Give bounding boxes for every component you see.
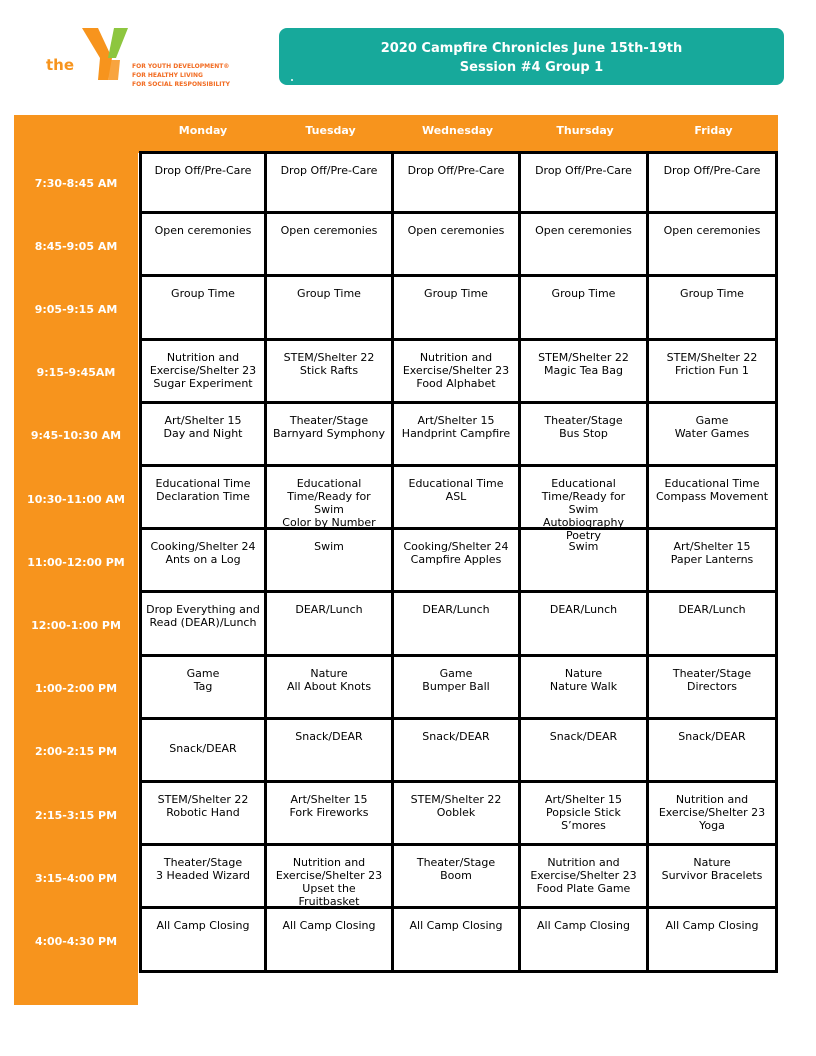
schedule-cell-thursday: Group Time [521, 277, 649, 340]
schedule-cell-tuesday: Theater/Stage Barnyard Symphony [267, 404, 394, 467]
schedule-cell-thursday: Nutrition and Exercise/Shelter 23 Food Plate Game [521, 846, 649, 909]
time-slot-label: 2:00-2:15 PM [34, 745, 118, 759]
time-slot-label: 8:45-9:05 AM [34, 239, 118, 253]
schedule-cell-friday: Group Time [649, 277, 778, 340]
time-slot-label: 11:00-12:00 PM [27, 555, 125, 569]
schedule-cell-monday: Nutrition and Exercise/Shelter 23 Sugar Experiment [139, 341, 267, 404]
banner-subtitle: Session #4 Group 1 [459, 60, 604, 75]
tagline-social: FOR SOCIAL RESPONSIBILITY [132, 81, 230, 88]
time-slot-label: 9:05-9:15 AM [34, 303, 118, 316]
day-header-tuesday: Tuesday [305, 124, 356, 137]
schedule-cell-tuesday: Nature All About Knots [267, 657, 394, 720]
schedule-cell-monday: Drop Off/Pre-Care [139, 151, 267, 214]
schedule-cell-friday: Nutrition and Exercise/Shelter 23 Yoga [649, 783, 778, 846]
schedule-cell-tuesday: Art/Shelter 15 Fork Fireworks [267, 783, 394, 846]
schedule-grid [139, 151, 778, 1006]
ymca-logo [40, 24, 240, 96]
y-logo-icon [62, 24, 142, 86]
schedule-cell-wednesday: STEM/Shelter 22 Ooblek [394, 783, 521, 846]
schedule-cell-tuesday: Swim [267, 530, 394, 593]
schedule-cell-monday: Educational Time Declaration Time [139, 467, 267, 530]
schedule-cell-friday: Open ceremonies [649, 214, 778, 277]
schedule-cell-wednesday: Educational Time ASL [394, 467, 521, 530]
schedule-cell-tuesday: Educational Time/Ready for Swim Color by Number [267, 467, 394, 530]
schedule-cell-tuesday: DEAR/Lunch [267, 593, 394, 656]
banner-title: 2020 Campfire Chronicles June 15th-19th [380, 41, 683, 56]
time-slot-label: 10:30-11:00 AM [27, 492, 125, 506]
logo-taglines [132, 62, 230, 89]
schedule-cell-monday: Cooking/Shelter 24 Ants on a Log [139, 530, 267, 593]
schedule-cell-friday: DEAR/Lunch [649, 593, 778, 656]
time-slot-label: 9:45-10:30 AM [30, 429, 122, 443]
schedule-cell-friday: STEM/Shelter 22 Friction Fun 1 [649, 341, 778, 404]
time-slot-label: 7:30-8:45 AM [34, 176, 118, 190]
schedule-cell-thursday: STEM/Shelter 22 Magic Tea Bag [521, 341, 649, 404]
day-header-friday: Friday [694, 124, 733, 137]
schedule-cell-friday: Educational Time Compass Movement [649, 467, 778, 530]
schedule-cell-friday: Game Water Games [649, 404, 778, 467]
schedule-cell-monday: STEM/Shelter 22 Robotic Hand [139, 783, 267, 846]
day-header-monday: Monday [178, 124, 228, 137]
schedule-cell-wednesday: Theater/Stage Boom [394, 846, 521, 909]
schedule-cell-thursday: Nature Nature Walk [521, 657, 649, 720]
schedule-cell-wednesday: Nutrition and Exercise/Shelter 23 Food Alphabet [394, 341, 521, 404]
schedule-cell-thursday: Snack/DEAR [521, 720, 649, 783]
time-slot-label: 9:15-9:45AM [36, 366, 116, 380]
schedule-cell-friday: Drop Off/Pre-Care [649, 151, 778, 214]
logo-the-text: the [46, 56, 75, 74]
schedule-cell-wednesday: Art/Shelter 15 Handprint Campfire [394, 404, 521, 467]
schedule-cell-wednesday: Group Time [394, 277, 521, 340]
schedule-cell-monday: Theater/Stage 3 Headed Wizard [139, 846, 267, 909]
schedule-cell-wednesday: Open ceremonies [394, 214, 521, 277]
schedule-cell-tuesday: Drop Off/Pre-Care [267, 151, 394, 214]
schedule-cell-wednesday: Cooking/Shelter 24 Campfire Apples [394, 530, 521, 593]
schedule-cell-wednesday: All Camp Closing [394, 909, 521, 972]
schedule-cell-wednesday: DEAR/Lunch [394, 593, 521, 656]
schedule-cell-tuesday: STEM/Shelter 22 Stick Rafts [267, 341, 394, 404]
day-header-wednesday: Wednesday [421, 124, 494, 137]
time-slot-label: 1:00-2:00 PM [34, 682, 118, 696]
time-slot-label: 2:15-3:15 PM [34, 808, 118, 822]
schedule-cell-monday: Drop Everything and Read (DEAR)/Lunch [139, 593, 267, 656]
tagline-youth: FOR YOUTH DEVELOPMENT® [132, 63, 230, 70]
schedule-cell-wednesday: Snack/DEAR [394, 720, 521, 783]
banner-dot [291, 79, 293, 81]
day-header-thursday: Thursday [556, 124, 614, 137]
schedule-cell-thursday: Theater/Stage Bus Stop [521, 404, 649, 467]
tagline-healthy: FOR HEALTHY LIVING [132, 72, 203, 79]
time-slot-label: 4:00-4:30 PM [34, 935, 118, 948]
time-slot-label: 3:15-4:00 PM [34, 871, 118, 885]
time-slot-label: 12:00-1:00 PM [31, 619, 121, 632]
schedule-cell-monday: Group Time [139, 277, 267, 340]
schedule-cell-thursday: All Camp Closing [521, 909, 649, 972]
schedule-cell-thursday: DEAR/Lunch [521, 593, 649, 656]
schedule-cell-wednesday: Game Bumper Ball [394, 657, 521, 720]
schedule-cell-monday: Art/Shelter 15 Day and Night [139, 404, 267, 467]
schedule-cell-monday: All Camp Closing [139, 909, 267, 972]
schedule-cell-tuesday: Nutrition and Exercise/Shelter 23 Upset the Fruitbasket [267, 846, 394, 909]
schedule-cell-thursday: Art/Shelter 15 Popsicle Stick S’mores [521, 783, 649, 846]
schedule-cell-monday: Snack/DEAR [139, 720, 267, 783]
title-banner [279, 28, 784, 85]
schedule-cell-tuesday: Group Time [267, 277, 394, 340]
schedule-cell-thursday: Drop Off/Pre-Care [521, 151, 649, 214]
schedule-cell-thursday: Educational Time/Ready for Swim Autobiography Poetry [521, 467, 649, 530]
schedule-cell-friday: All Camp Closing [649, 909, 778, 972]
schedule-cell-friday: Nature Survivor Bracelets [649, 846, 778, 909]
schedule-cell-friday: Theater/Stage Directors [649, 657, 778, 720]
schedule-cell-tuesday: Snack/DEAR [267, 720, 394, 783]
schedule-cell-thursday: Swim [521, 530, 649, 593]
schedule-cell-thursday: Open ceremonies [521, 214, 649, 277]
schedule-cell-tuesday: All Camp Closing [267, 909, 394, 972]
schedule-cell-monday: Game Tag [139, 657, 267, 720]
schedule-cell-friday: Snack/DEAR [649, 720, 778, 783]
schedule-cell-friday: Art/Shelter 15 Paper Lanterns [649, 530, 778, 593]
schedule-cell-wednesday: Drop Off/Pre-Care [394, 151, 521, 214]
schedule-cell-tuesday: Open ceremonies [267, 214, 394, 277]
schedule-cell-monday: Open ceremonies [139, 214, 267, 277]
